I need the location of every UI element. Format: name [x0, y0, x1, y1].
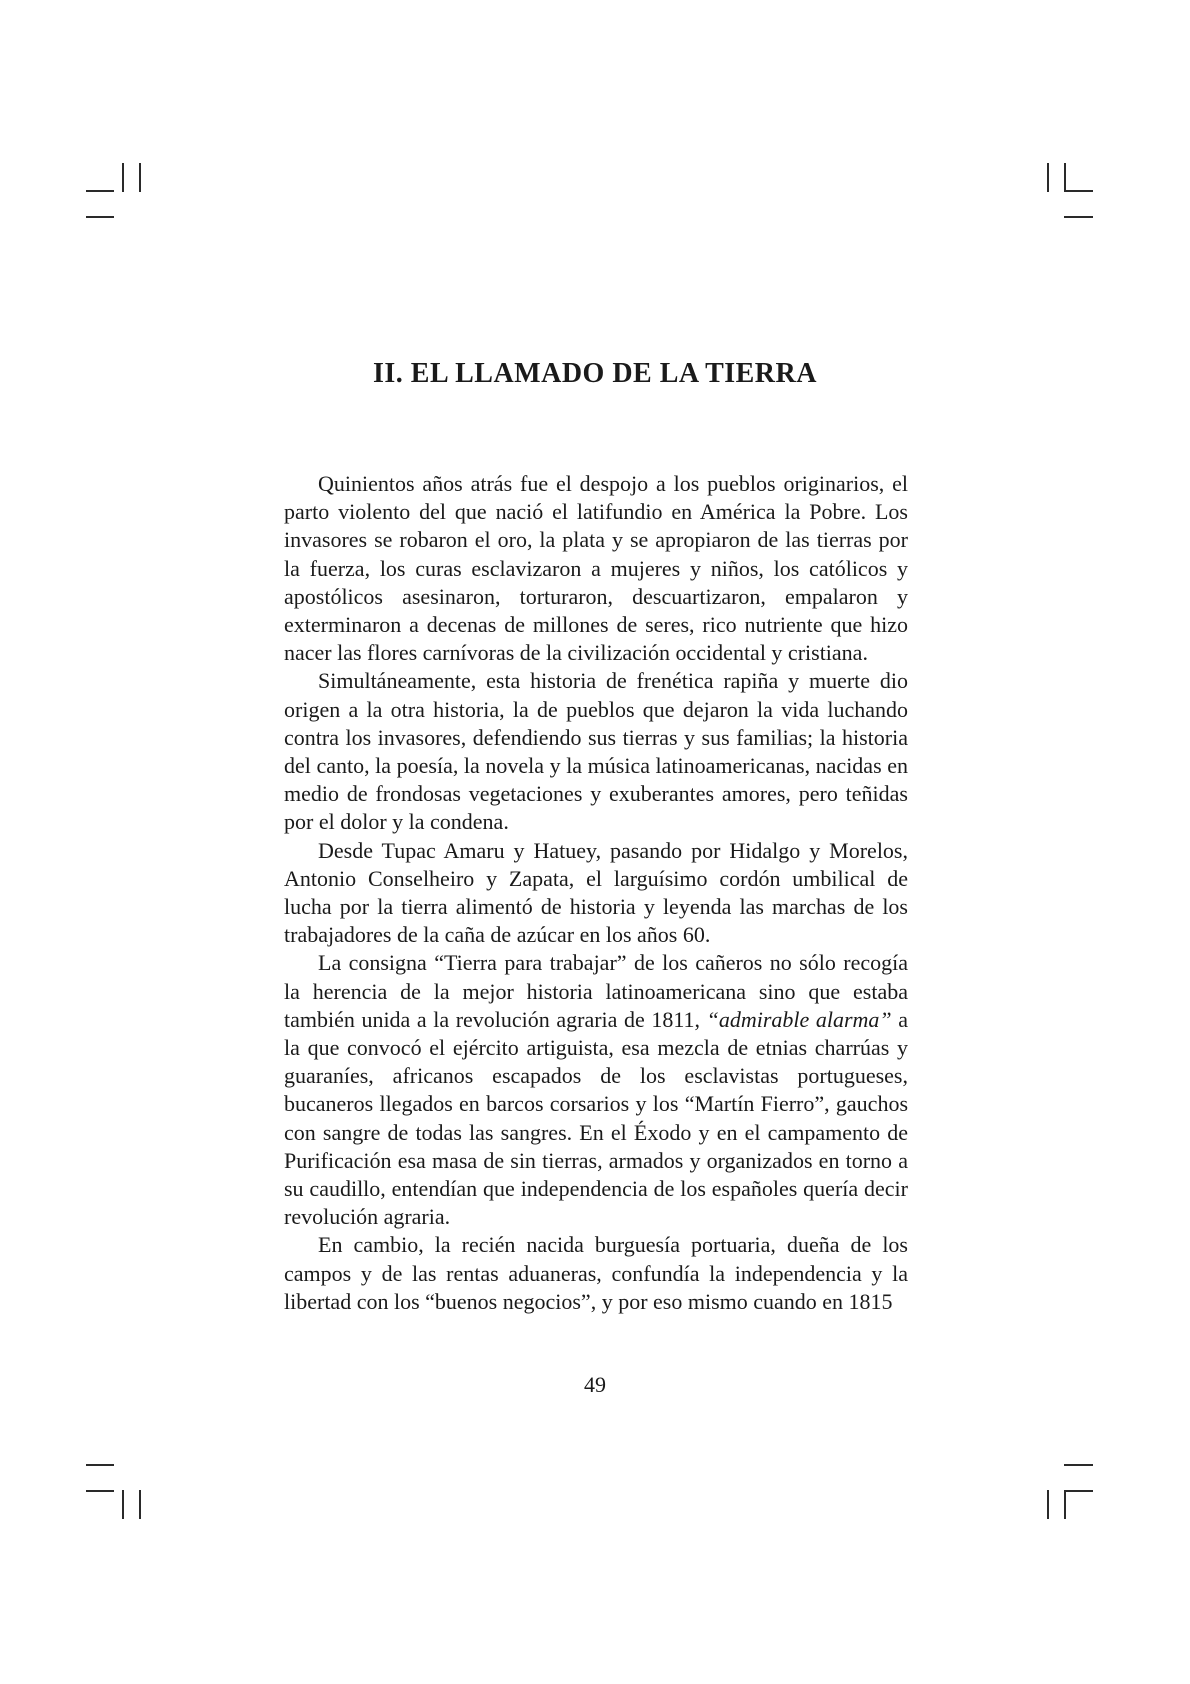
italic-quote: “admirable alarma” — [706, 1006, 892, 1032]
crop-mark — [86, 1464, 114, 1466]
crop-mark — [1064, 1490, 1093, 1492]
paragraph — [284, 949, 908, 1231]
crop-mark — [1064, 1490, 1066, 1519]
crop-mark — [1064, 216, 1093, 218]
paragraph: Desde Tupac Amaru y Hatuey, pasando por Hidalgo y Morelos, Antonio Conselheiro y Zapata, el larguísimo cordón umbilical de lucha por la tierra alimentó de historia y leyenda las marchas de los trabajadores de la caña de azúcar en los años 60. — [284, 837, 908, 948]
paragraph-text: a la que convocó el ejército artiguista, esa mezcla de etnias charrúas y guaraníes, africanos escapados de los esclavistas portugueses, bucaneros llegados en barcos corsarios y los “Martín Fierro”, gauchos con sangre de todas las sangres. En el Éxodo y en el campamento de Purificación esa masa de sin tierras, armados y organizados en torno a su caudillo, entendían que independencia de los españoles quería decir revolución agraria. — [284, 1006, 908, 1230]
paragraph-text: La consigna “Tierra para trabajar” de los cañeros no sólo recogía la herencia de la mejor historia latinoamericana sino que estaba también unida a la revolución agraria de 1811, — [284, 950, 908, 1032]
body-text — [284, 470, 908, 1316]
paragraph: Quinientos años atrás fue el despojo a los pueblos originarios, el parto violento del que nació el latifundio en América la Pobre. Los invasores se robaron el oro, la plata y se apropiaron de las tierras por la fuerza, los curas esclavizaron a mujeres y niños, los católicos y apostólicos asesinaron, torturaron, descuartizaron, empalaron y exterminaron a decenas de millones de seres, rico nutriente que hizo nacer las flores carnívoras de la civilización occidental y cristiana. — [284, 471, 908, 666]
crop-mark — [1064, 190, 1093, 192]
crop-mark — [1064, 1464, 1093, 1466]
paragraph: Simultáneamente, esta historia de frenética rapiña y muerte dio origen a la otra historia, la de pueblos que dejaron la vida luchando contra los invasores, defendiendo sus tierras y sus familias; la historia del canto, la poesía, la novela y la música latinoamericanas, nacidas en medio de frondosas vegetaciones y exuberantes amores, pero teñidas por el dolor y la condena. — [284, 668, 908, 835]
chapter-title: II. EL LLAMADO DE LA TIERRA — [373, 358, 817, 389]
crop-mark — [122, 163, 124, 192]
crop-mark — [86, 1490, 114, 1492]
crop-mark — [1047, 1490, 1049, 1519]
crop-mark — [1047, 163, 1049, 192]
crop-mark — [139, 163, 141, 192]
crop-mark — [86, 190, 114, 192]
paragraph: En cambio, la recién nacida burguesía portuaria, dueña de los campos y de las rentas aduaneras, confundía la independencia y la libertad con los “buenos negocios”, y por eso mismo cuando en 1815 — [284, 1232, 908, 1314]
crop-mark — [86, 216, 114, 218]
crop-mark — [1064, 163, 1066, 192]
crop-mark — [139, 1490, 141, 1519]
crop-mark — [122, 1490, 124, 1519]
page-number: 49 — [584, 1372, 606, 1397]
